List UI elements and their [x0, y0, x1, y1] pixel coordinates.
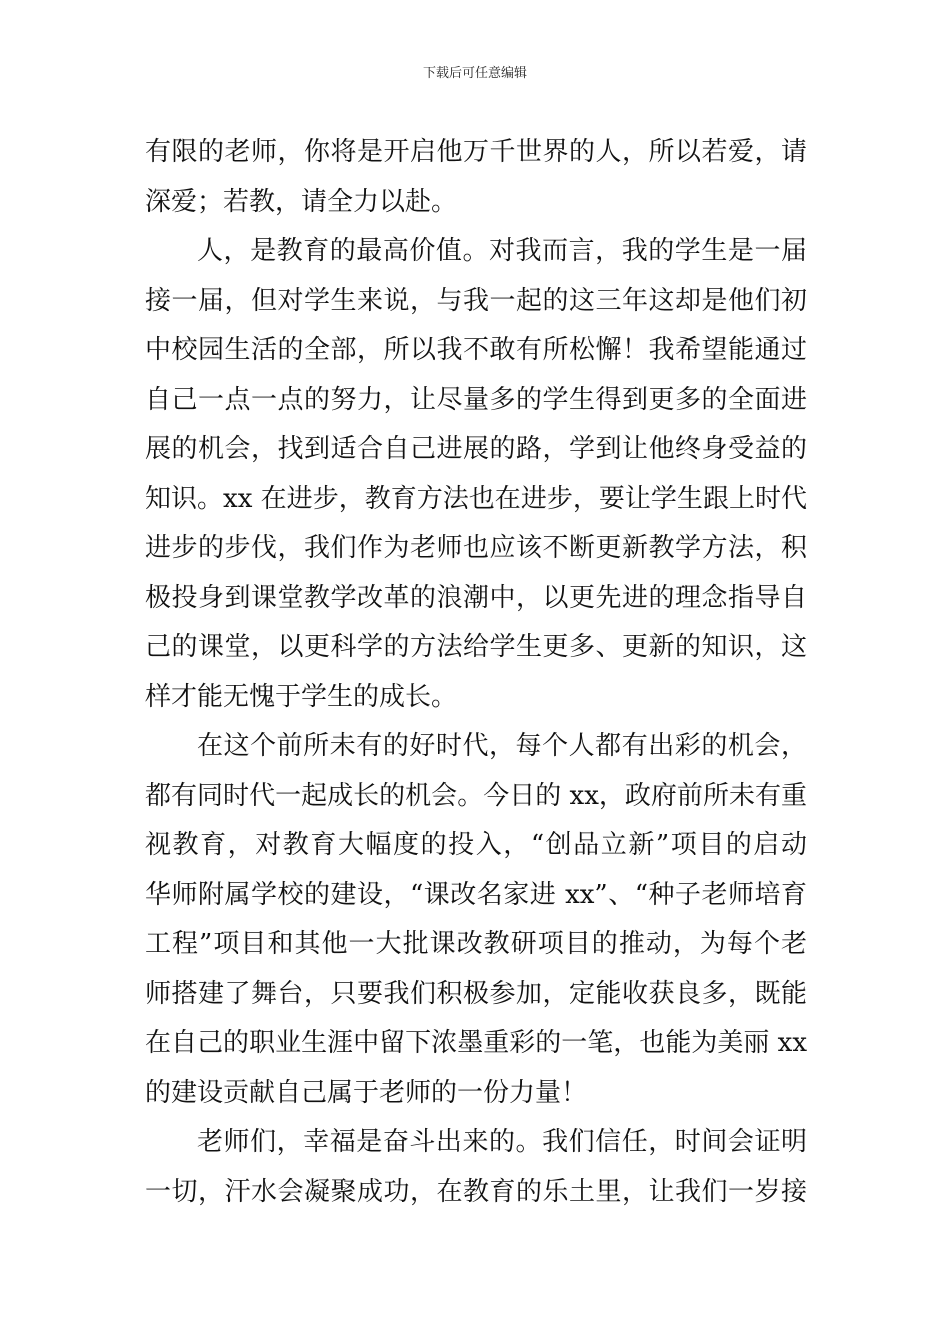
text-line: 人，是教育的最高价值。对我而言，我的学生是一届	[197, 236, 807, 266]
text-line: 老师们，幸福是奋斗出来的。我们信任，时间会证明	[197, 1127, 807, 1157]
text-line: 在自己的职业生涯中留下浓墨重彩的一笔，也能为美丽 xx	[145, 1028, 807, 1058]
text-line: 样才能无愧于学生的成长。	[145, 681, 458, 712]
paragraph	[145, 1118, 807, 1217]
text-line: 进步的步伐，我们作为老师也应该不断更新教学方法，积	[145, 533, 807, 563]
paragraph	[145, 227, 807, 722]
text-line: 都有同时代一起成长的机会。今日的 xx，政府前所未有重	[145, 780, 807, 811]
text-line: 己的课堂，以更科学的方法给学生更多、更新的知识，这	[145, 632, 807, 662]
text-line: 华师附属学校的建设，“课改名家进 xx”、“种子老师培育	[145, 879, 807, 910]
text-line: 深爱；若教，请全力以赴。	[145, 186, 458, 217]
text-line: 展的机会，找到适合自己进展的路，学到让他终身受益的	[145, 434, 807, 464]
paragraph	[145, 722, 807, 1118]
text-line: 中校园生活的全部，所以我不敢有所松懈！我希望能通过	[145, 335, 807, 365]
paragraph	[145, 128, 807, 227]
text-line: 知识。xx 在进步，教育方法也在进步，要让学生跟上时代	[145, 483, 807, 514]
text-line: 的建设贡献自己属于老师的一份力量！	[145, 1077, 588, 1108]
text-line: 一切，汗水会凝聚成功，在教育的乐土里，让我们一岁接	[145, 1176, 807, 1207]
text-line: 接一届，但对学生来说，与我一起的这三年这却是他们初	[145, 285, 807, 316]
text-line: 极投身到课堂教学改革的浪潮中，以更先进的理念指导自	[145, 582, 807, 613]
text-line: 师搭建了舞台，只要我们积极参加，定能收获良多，既能	[145, 978, 807, 1009]
text-line: 有限的老师，你将是开启他万千世界的人，所以若爱，请	[145, 137, 807, 167]
page-header: 下载后可任意编辑	[422, 66, 527, 81]
document-body	[145, 128, 807, 1217]
text-line: 在这个前所未有的好时代，每个人都有出彩的机会，	[197, 731, 807, 761]
text-line: 工程”项目和其他一大批课改教研项目的推动，为每个老	[145, 929, 807, 959]
text-line: 视教育，对教育大幅度的投入，“创品立新”项目的启动	[145, 830, 807, 860]
text-line: 自己一点一点的努力，让尽量多的学生得到更多的全面进	[145, 384, 807, 415]
